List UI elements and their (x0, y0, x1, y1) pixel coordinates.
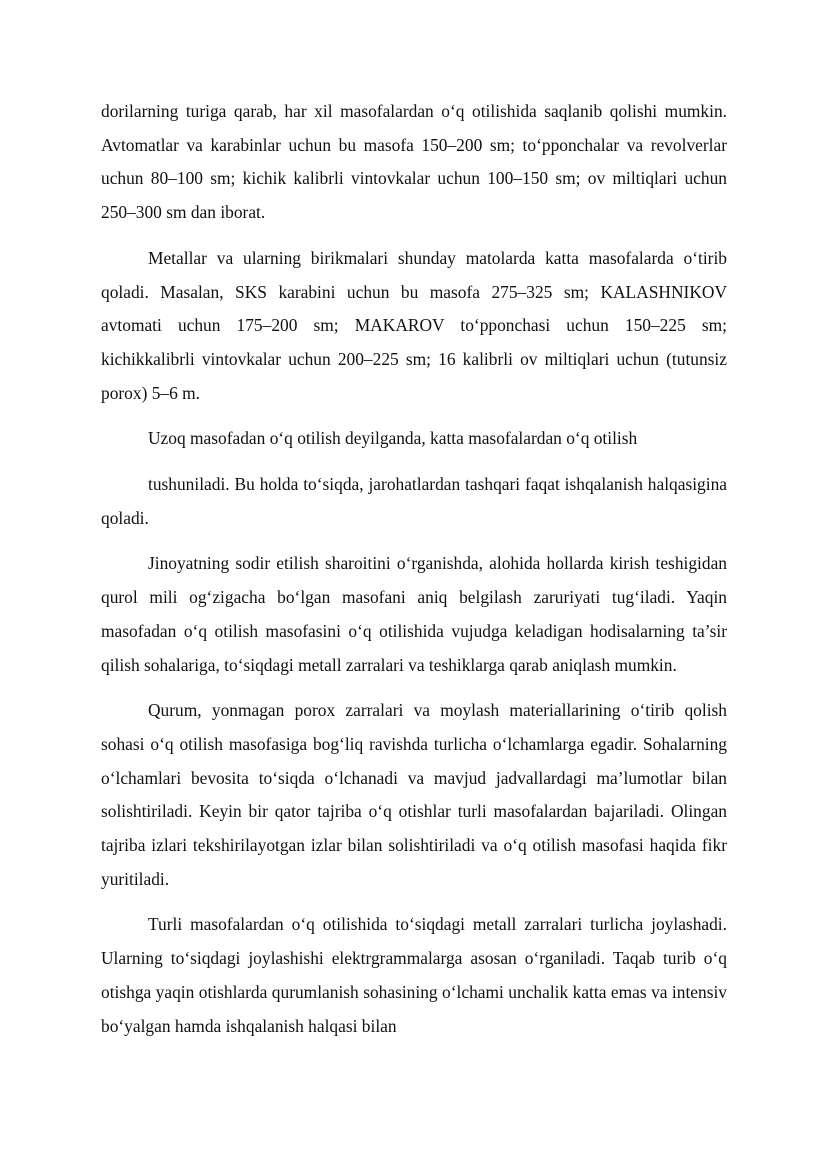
paragraph-6: Qurum, yonmagan porox zarralari va moylash materiallarining o‘tirib qolish sohasi o‘q otilish masofasiga bog‘liq ravishda turlicha o‘lchamlarga egadir. Sohalarning o‘lchamlari bevosita to‘siqda o‘lchanadi va mavjud jadvallardagi ma’lumotlar bilan solishtiriladi. Keyin bir qator tajriba o‘q otishlar turli masofalardan bajariladi. Olingan tajriba izlari tekshirilayotgan izlar bilan solishtiriladi va o‘q otilish masofasi haqida fikr yuritiladi. (101, 700, 727, 889)
paragraph-1: dorilarning turiga qarab, har xil masofalardan o‘q otilishida saqlanib qolishi mumkin. Avtomatlar va karabinlar uchun bu masofa 150–200 sm; to‘pponchalar va revolverlar uchun 80–100 sm; kichik kalibrli vintovkalar uchun 100–150 sm; ov miltiqlari uchun 250–300 sm dan iborat. (101, 101, 727, 223)
paragraph-5: Jinoyatning sodir etilish sharoitini o‘rganishda, alohida hollarda kirish teshigidan qurol mili og‘zigacha bo‘lgan masofani aniq belgilash zaruriyati tug‘iladi. Yaqin masofadan o‘q otilish masofasini o‘q otilishida vujudga keladigan hodisalarning ta’sir qilish sohalariga, to‘siqdagi metall zarralari va teshiklarga qarab aniqlash mumkin. (101, 553, 727, 675)
paragraph-3: Uzoq masofadan o‘q otilish deyilganda, katta masofalardan o‘q otilish (148, 428, 638, 449)
paragraph-2: Metallar va ularning birikmalari shunday matolarda katta masofalarda o‘tirib qoladi. Masalan, SKS karabini uchun bu masofa 275–325 sm; KALASHNIKOV avtomati uchun 175–200 sm; MAKAROV to‘pponchasi uchun 150–225 sm; kichikkalibrli vintovkalar uchun 200–225 sm; 16 kalibrli ov miltiqlari uchun (tutunsiz porox) 5–6 m. (101, 247, 727, 403)
paragraph-7: Turli masofalardan o‘q otilishida to‘siqdagi metall zarralari turlicha joylashadi. Ularning to‘siqdagi joylashishi elektrgrammalarga asosan o‘rganiladi. Taqab turib o‘q otishga yaqin otishlarda qurumlanish sohasining o‘lchami unchalik katta emas va intensiv bo‘yalgan hamda ishqalanish halqasi bilan (101, 914, 727, 1036)
paragraph-4: tushuniladi. Bu holda to‘siqda, jarohatlardan tashqari faqat ishqalanish halqasigina qoladi. (101, 474, 727, 528)
document-body (101, 95, 727, 1055)
